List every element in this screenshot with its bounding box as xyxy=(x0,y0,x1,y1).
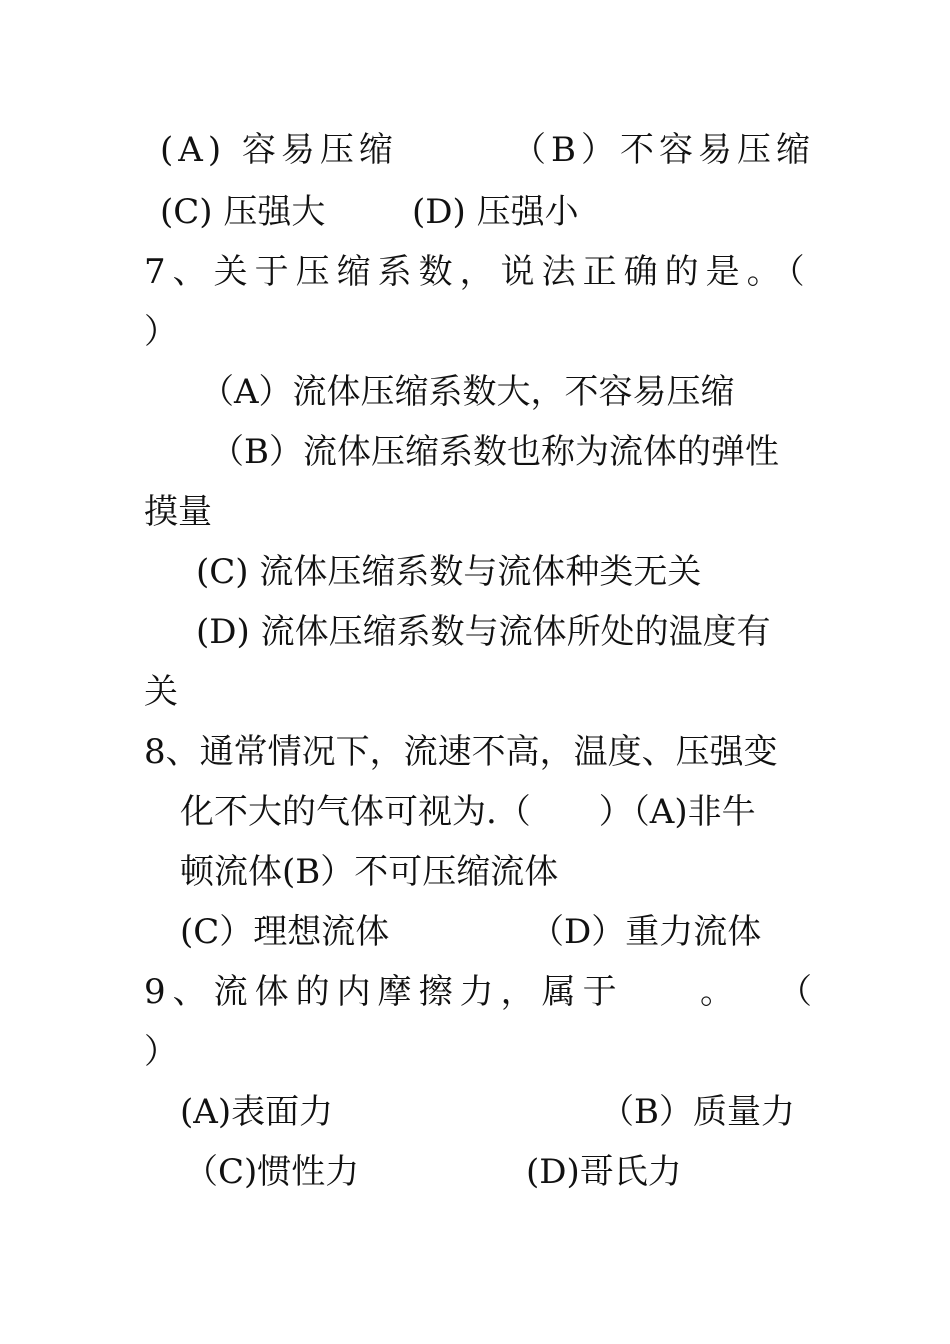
q7-option-b-line2: 摸量 xyxy=(144,492,212,532)
q9-stem-line2: ） xyxy=(144,1032,178,1072)
q9-stem-paren-open: （ xyxy=(778,972,812,1012)
q9-stem-blank-end: 。 xyxy=(700,972,734,1012)
q7-option-b-line1: （B）流体压缩系数也称为流体的弹性 xyxy=(210,432,779,472)
q8-stem-line3: 顿流体(B）不可压缩流体 xyxy=(180,852,559,892)
q6-option-d: (D) 压强小 xyxy=(412,192,579,232)
q7-option-d-line1: (D) 流体压缩系数与流体所处的温度有 xyxy=(196,612,771,652)
q7-option-c: (C) 流体压缩系数与流体种类无关 xyxy=(196,552,702,592)
q6-option-b: （B）不容易压缩 xyxy=(512,130,815,170)
q6-option-c: (C) 压强大 xyxy=(160,192,326,232)
q9-stem-line1: 9、流体的内摩擦力，属于 xyxy=(144,972,624,1012)
q8-stem-line2: 化不大的气体可视为.（ ）（A)非牛 xyxy=(180,792,756,832)
q9-option-c: （C)惯性力 xyxy=(184,1152,360,1192)
q7-stem-line1: 7、关于压缩系数，说法正确的是。（ xyxy=(144,252,812,292)
q9-option-b: （B）质量力 xyxy=(600,1092,795,1132)
q7-option-d-line2: 关 xyxy=(144,672,178,712)
q6-option-a: (A) 容易压缩 xyxy=(160,130,398,170)
q9-option-a: (A)表面力 xyxy=(180,1092,334,1132)
q7-option-a: （A）流体压缩系数大，不容易压缩 xyxy=(200,372,735,412)
q9-option-d: (D)哥氏力 xyxy=(526,1152,682,1192)
q8-stem-line1: 8、通常情况下，流速不高，温度、压强变 xyxy=(144,732,778,772)
q8-option-d: （D）重力流体 xyxy=(530,912,762,952)
q8-option-c: (C）理想流体 xyxy=(180,912,390,952)
q7-stem-line2: ） xyxy=(144,312,178,352)
